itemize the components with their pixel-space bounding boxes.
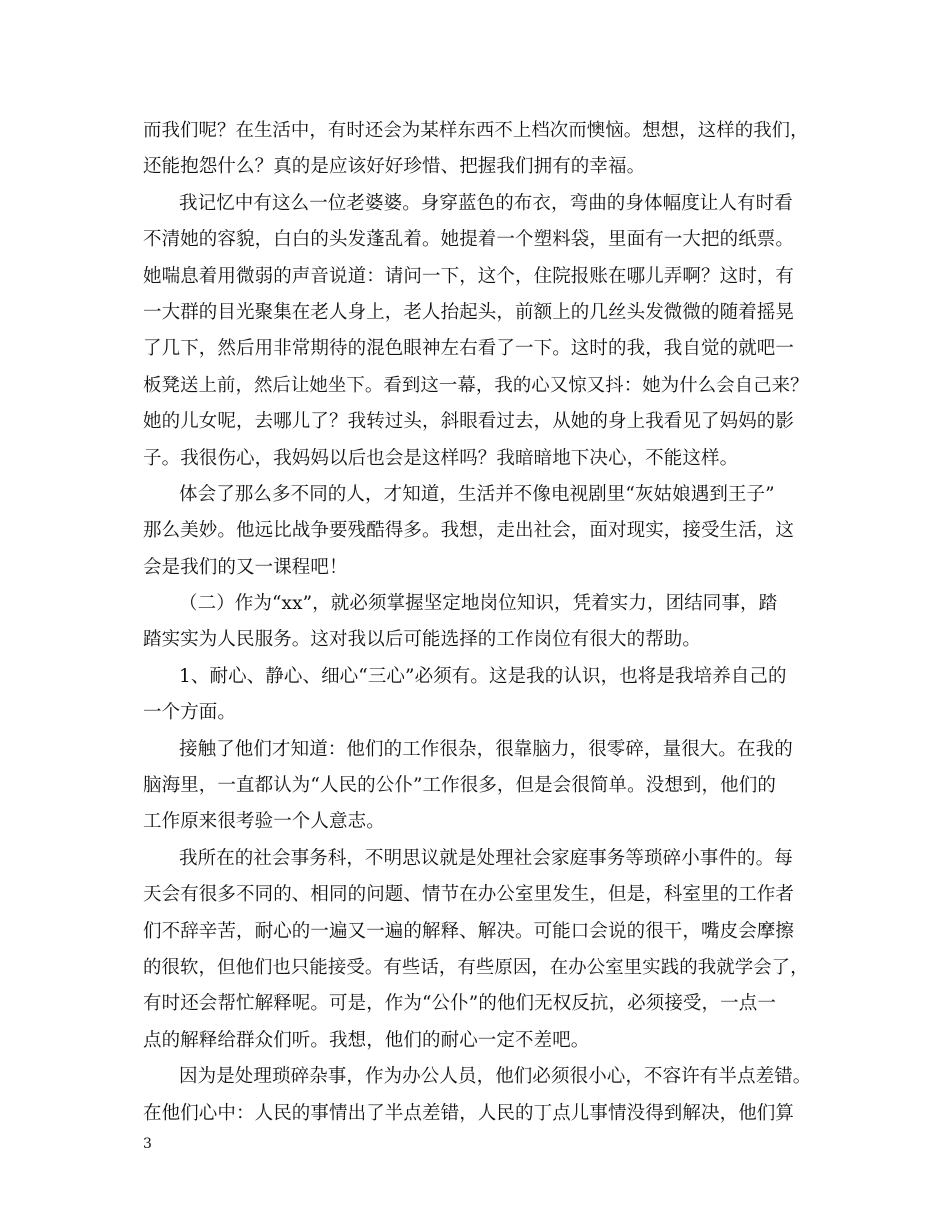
text-line: 子。我很伤心，我妈妈以后也会是这样吗？我暗暗地下决心，不能这样。 (143, 447, 739, 469)
text-line: 不清她的容貌，白白的头发蓬乱着。她提着一个塑料袋，里面有一大把的纸票。 (143, 229, 795, 251)
text-line: 们不辞辛苦，耐心的一遍又一遍的解释、解决。可能口会说的很干，嘴皮会摩擦 (143, 920, 795, 942)
text-line: 板凳送上前，然后让她坐下。看到这一幕，我的心又惊又抖：她为什么会自己来？ (143, 374, 809, 396)
text-line: 因为是处理琐碎杂事，作为办公人员，他们必须很小心，不容许有半点差错。 (179, 1066, 812, 1088)
text-line: 踏实实为人民服务。这对我以后可能选择的工作岗位有很大的帮助。 (143, 629, 702, 651)
text-line: 脑海里，一直都认为“人民的公仆”工作很多，但是会很简单。没想到，他们的 (143, 775, 776, 797)
text-line: 了几下，然后用非常期待的混色眼神左右看了一下。这时的我，我自觉的就吧一 (143, 338, 795, 360)
text-line: 一大群的目光聚集在老人身上，老人抬起头，前额上的几丝头发微微的随着摇晃 (143, 301, 795, 323)
text-line: 接触了他们才知道：他们的工作很杂，很靠脑力，很零碎，量很大。在我的 (179, 738, 793, 760)
text-line: （二）作为“xx”，就必须掌握坚定地岗位知识，凭着实力，团结同事，踏 (179, 593, 778, 615)
text-line: 我记忆中有这么一位老婆婆。身穿蓝色的布衣，弯曲的身体幅度让人有时看 (179, 192, 793, 214)
page-number: 3 (143, 1136, 152, 1152)
text-line: 她喘息着用微弱的声音说道：请问一下，这个，住院报账在哪儿弄啊？这时，有 (143, 265, 795, 287)
text-line: 工作原来很考验一个人意志。 (143, 811, 385, 833)
text-line: 会是我们的又一课程吧！ (143, 556, 348, 578)
text-line: 一个方面。 (143, 702, 237, 724)
text-line: 在他们心中：人民的事情出了半点差错，人民的丁点儿事情没得到解决，他们算 (143, 1102, 795, 1124)
text-line: 天会有很多不同的、相同的问题、情节在办公室里发生，但是，科室里的工作者 (143, 884, 795, 906)
text-line: 体会了那么多不同的人，才知道，生活并不像电视剧里“灰姑娘遇到王子” (179, 483, 775, 505)
text-line: 她的儿女呢，去哪儿了？我转过头，斜眼看过去，从她的身上我看见了妈妈的影 (143, 411, 795, 433)
text-line: 点的解释给群众们听。我想，他们的耐心一定不差吧。 (143, 1029, 590, 1051)
text-line: 1、耐心、静心、细心“三心”必须有。这是我的认识，也将是我培养自己的 (179, 665, 787, 687)
text-line: 还能抱怨什么？真的是应该好好珍惜、把握我们拥有的幸福。 (143, 156, 646, 178)
body-text (143, 113, 811, 1132)
text-line: 的很软，但他们也只能接受。有些话，有些原因，在办公室里实践的我就学会了， (143, 956, 809, 978)
text-line: 有时还会帮忙解释呢。可是，作为“公仆”的他们无权反抗，必须接受，一点一 (143, 993, 776, 1015)
text-line: 那么美妙。他远比战争要残酷得多。我想，走出社会，面对现实，接受生活，这 (143, 520, 795, 542)
text-line: 而我们呢？在生活中，有时还会为某样东西不上档次而懊恼。想想，这样的我们， (143, 120, 809, 141)
text-line: 我所在的社会事务科，不明思议就是处理社会家庭事务等琐碎小事件的。每 (179, 847, 793, 869)
